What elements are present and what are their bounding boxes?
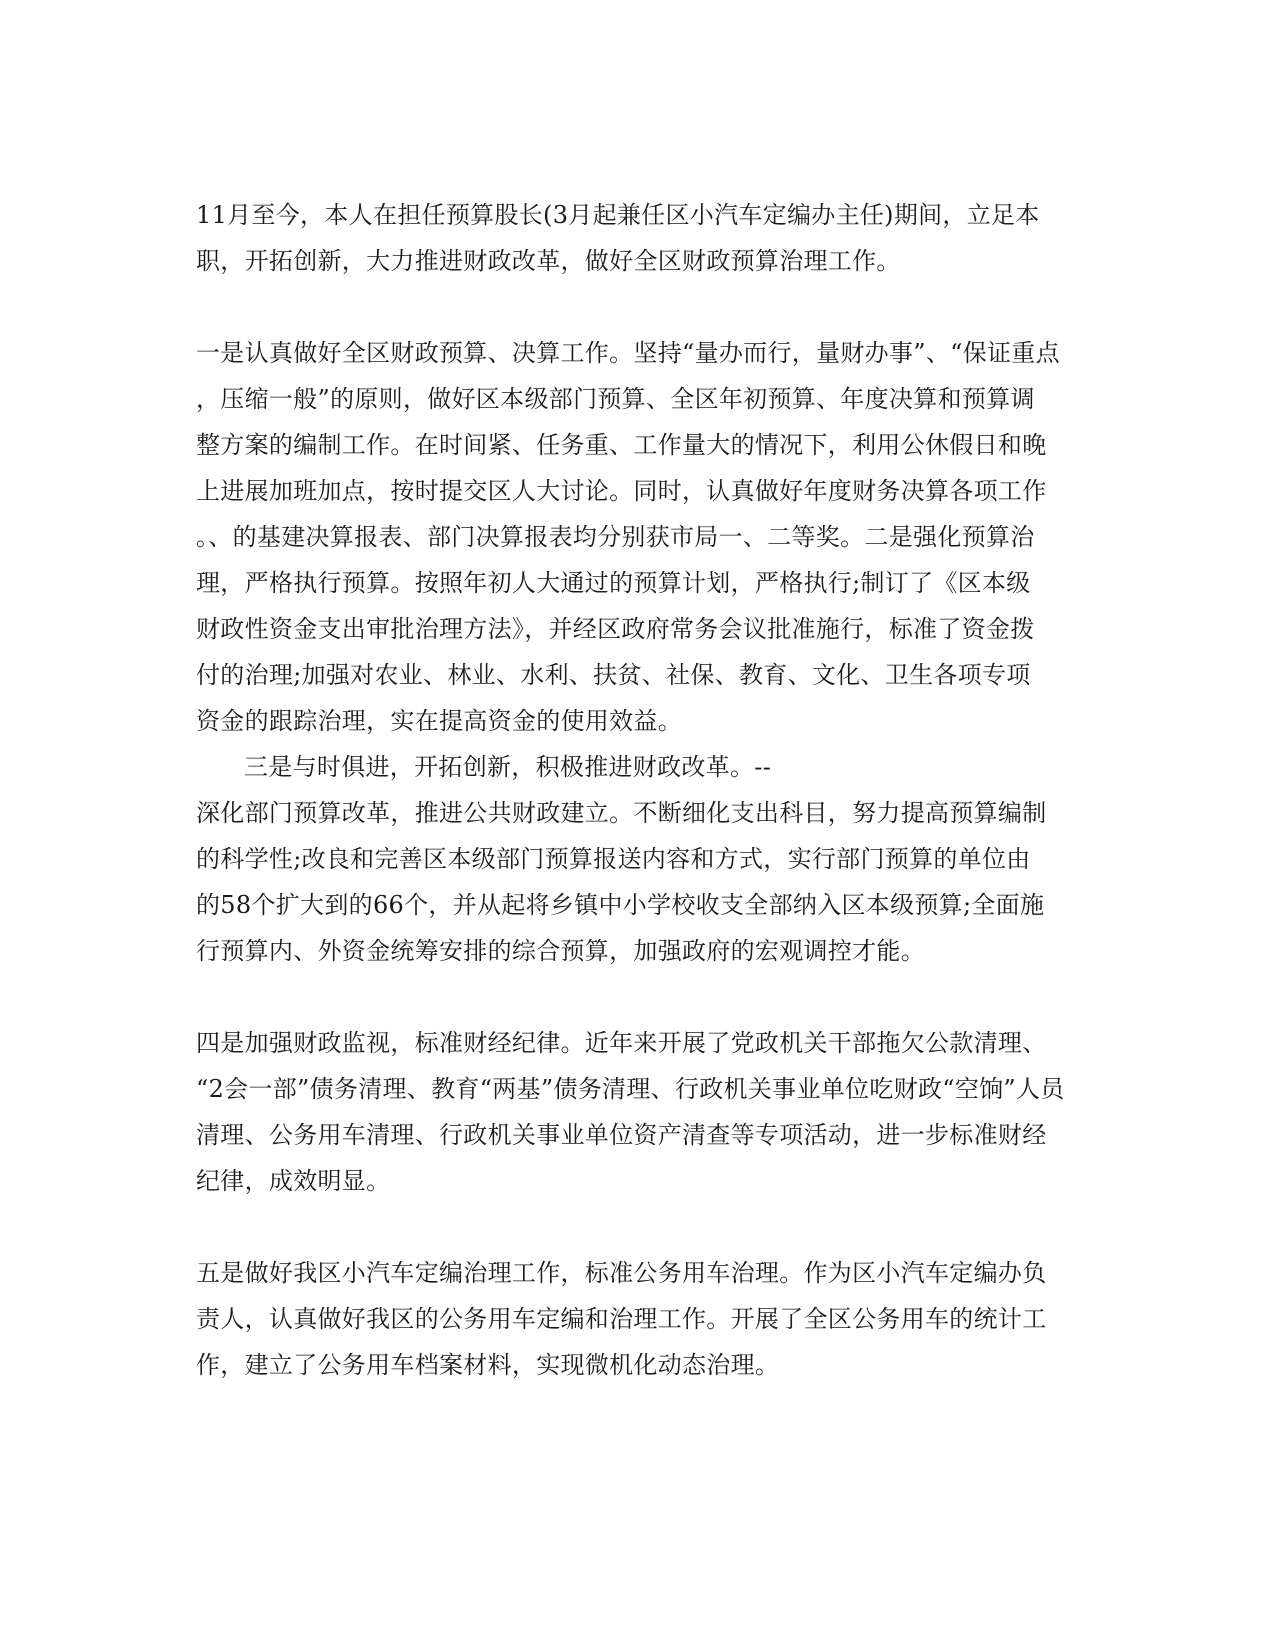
paragraph-4-line-3: 清理、公务用车清理、行政机关事业单位资产清查等专项活动，进一步标准财经 <box>196 1121 1047 1149</box>
paragraph-5-line-3: 作，建立了公务用车档案材料，实现微机化动态治理。 <box>196 1351 780 1379</box>
paragraph-5-line-2: 责人，认真做好我区的公务用车定编和治理工作。开展了全区公务用车的统计工 <box>196 1305 1047 1333</box>
paragraph-4-line-4: 纪律，成效明显。 <box>196 1167 391 1195</box>
paragraph-3-line-2: 深化部门预算改革，推进公共财政建立。不断细化支出科目，努力提高预算编制 <box>196 799 1047 827</box>
paragraph-5-line-1: 五是做好我区小汽车定编治理工作，标准公务用车治理。作为区小汽车定编办负 <box>196 1259 1047 1287</box>
paragraph-1-line-2: 职，开拓创新，大力推进财政改革，做好全区财政预算治理工作。 <box>196 247 901 275</box>
paragraph-2-line-9: 资金的跟踪治理，实在提高资金的使用效益。 <box>196 707 682 735</box>
paragraph-2-line-6: 理，严格执行预算。按照年初人大通过的预算计划，严格执行;制订了《区本级 <box>196 569 1031 597</box>
paragraph-2-line-4: 上进展加班加点，按时提交区人大讨论。同时，认真做好年度财务决算各项工作 <box>196 477 1047 505</box>
paragraph-2-line-7: 财政性资金支出审批治理方法》，并经区政府常务会议批准施行，标准了资金拨 <box>196 615 1035 643</box>
paragraph-3-line-3: 的科学性;改良和完善区本级部门预算报送内容和方式，实行部门预算的单位由 <box>196 845 1031 873</box>
paragraph-3-line-5: 行预算内、外资金统筹安排的综合预算，加强政府的宏观调控才能。 <box>196 937 925 965</box>
paragraph-4-line-2: “2会一部”债务清理、教育“两基”债务清理、行政机关事业单位吃财政“空饷”人员 <box>196 1075 1065 1103</box>
paragraph-2-line-1: 一是认真做好全区财政预算、决算工作。坚持“量办而行，量财办事”、“保证重点 <box>196 339 1060 367</box>
paragraph-4-line-1: 四是加强财政监视，标准财经纪律。近年来开展了党政机关干部拖欠公款清理、 <box>196 1029 1047 1057</box>
paragraph-3-line-4: 的58个扩大到的66个，并从起将乡镇中小学校收支全部纳入区本级预算;全面施 <box>196 891 1045 919</box>
paragraph-2-line-3: 整方案的编制工作。在时间紧、任务重、工作量大的情况下，利用公休假日和晚 <box>196 431 1047 459</box>
paragraph-3-line-1: 三是与时俱进，开拓创新，积极推进财政改革。-- <box>244 753 772 781</box>
paragraph-2-line-5: 。、的基建决算报表、部门决算报表均分别获市局一、二等奖。二是强化预算治 <box>196 523 1035 551</box>
paragraph-1-line-1: 11月至今，本人在担任预算股长(3月起兼任区小汽车定编办主任)期间，立足本 <box>196 201 1040 229</box>
paragraph-2-line-2: ，压缩一般”的原则，做好区本级部门预算、全区年初预算、年度决算和预算调 <box>196 385 1035 413</box>
paragraph-2-line-8: 付的治理;加强对农业、林业、水利、扶贫、社保、教育、文化、卫生各项专项 <box>196 661 1031 689</box>
